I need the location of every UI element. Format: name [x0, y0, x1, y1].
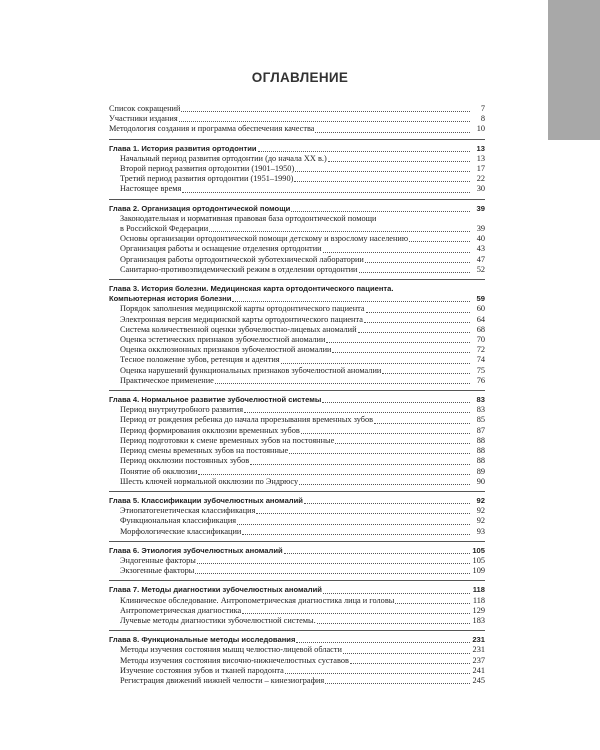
chapter-title: Глава 7. Методы диагностики зубочелюстных аномалий: [109, 585, 322, 595]
page-number: 129: [472, 605, 485, 615]
toc-entry-row[interactable]: [109, 366, 485, 376]
dot-leader: [281, 362, 470, 364]
toc-entry-row[interactable]: [109, 335, 485, 345]
toc-entry-row[interactable]: [109, 304, 485, 314]
toc-entry-title: Законодательная и нормативная правовая база ортодонтической помощи: [120, 213, 377, 223]
dot-leader: [335, 442, 470, 444]
dot-leader: [409, 240, 470, 242]
toc-section: [109, 630, 485, 686]
page-number: 88: [476, 435, 485, 445]
toc-entry-row[interactable]: [109, 516, 485, 526]
dot-leader: [322, 401, 470, 403]
page-number: 88: [476, 456, 485, 466]
toc-entry-title: Понятие об окклюзии: [120, 466, 198, 476]
toc-entry-title: Организация работы ортодонтической зуботехнической лаборатории: [120, 254, 364, 264]
page-number: 39: [476, 203, 485, 213]
dot-leader: [197, 562, 470, 564]
page-number: 93: [476, 526, 485, 536]
dot-leader: [323, 592, 470, 594]
toc-entry-row[interactable]: [109, 184, 485, 194]
toc-chapter-row[interactable]: [109, 585, 485, 595]
dot-leader: [289, 452, 470, 454]
dot-leader: [209, 230, 470, 232]
page-number: 89: [476, 466, 485, 476]
toc-entry-title: Список сокращений: [109, 104, 181, 113]
page-number: 118: [472, 595, 485, 605]
toc-entry-row[interactable]: [109, 506, 485, 516]
chapter-title: Глава 5. Классификации зубочелюстных аномалий: [109, 495, 303, 505]
dot-leader: [359, 271, 470, 273]
toc-entry-row[interactable]: [109, 345, 485, 355]
dot-leader: [215, 382, 470, 384]
toc-entry-row[interactable]: [109, 104, 485, 114]
page-number: 105: [472, 545, 485, 555]
page-number: 231: [472, 645, 485, 655]
toc-entry-title: Участники издания: [109, 114, 178, 124]
dot-leader: [325, 682, 470, 684]
toc-entry-title: Клиническое обследование. Антропометрическая диагностика лица и головы: [120, 595, 395, 605]
dot-leader: [350, 662, 470, 664]
toc-entry-title: Морфологические классификации: [120, 526, 242, 536]
toc-entry-row[interactable]: [109, 415, 485, 425]
toc-entry-title: Порядок заполнения медицинской карты ортодонтического пациента: [120, 304, 365, 314]
dot-leader: [323, 251, 470, 253]
toc-entry-title: Функциональная классификация: [120, 516, 237, 526]
page-number: 75: [476, 365, 485, 375]
toc-entry-title: Период от рождения ребенка до начала прорезывания временных зубов: [120, 415, 374, 425]
dot-leader: [382, 372, 470, 374]
page-title: ОГЛАВЛЕНИЕ: [251, 70, 349, 85]
dot-leader: [285, 672, 470, 674]
chapter-title: Глава 8. Функциональные методы исследования: [109, 635, 296, 645]
toc-entry-row[interactable]: [109, 596, 485, 606]
dot-leader: [242, 533, 470, 535]
page-number: 13: [476, 153, 485, 163]
toc-section: [109, 279, 485, 386]
page-number: 40: [476, 234, 485, 244]
dot-leader: [181, 110, 470, 112]
page-number: 85: [476, 415, 485, 425]
page-number: 87: [476, 425, 485, 435]
toc-entry-row[interactable]: [109, 265, 485, 275]
toc-entry-title: Начальный период развития ортодонтии (до начала XX в.): [120, 153, 327, 163]
toc-entry-row[interactable]: [109, 355, 485, 365]
toc-entry-title: Методология создания и программа обеспечения качества: [109, 124, 315, 134]
page-number: 118: [472, 585, 485, 595]
toc-entry-row[interactable]: [109, 656, 485, 666]
toc-entry-title: Оценка окклюзионных признаков зубочелюстной аномалии: [120, 345, 332, 355]
toc-chapter-row[interactable]: [109, 395, 485, 405]
dot-leader: [326, 341, 470, 343]
toc-entry-row[interactable]: [109, 477, 485, 487]
dot-leader: [317, 622, 470, 624]
toc-section: [109, 139, 485, 195]
dot-leader: [395, 602, 470, 604]
page-number: 13: [476, 143, 485, 153]
toc-chapter-row[interactable]: [109, 294, 485, 304]
toc-entry-title: Изучение состояния зубов и тканей пародонта: [120, 665, 284, 675]
page-number: 59: [476, 294, 485, 304]
toc-section: [109, 100, 485, 135]
page-number: 39: [476, 224, 485, 234]
toc-entry-title: Оценка эстетических признаков зубочелюстной аномалии: [120, 335, 326, 345]
toc-entry-row[interactable]: [109, 676, 485, 686]
page-number: 52: [476, 264, 485, 274]
dot-leader: [304, 502, 470, 504]
page-number: 74: [476, 355, 485, 365]
page-number: 10: [476, 124, 485, 134]
toc-entry-title: Электронная версия медицинской карты ортодонтического пациента: [120, 314, 363, 324]
toc-entry-row[interactable]: [109, 174, 485, 184]
toc-entry-title: Лучевые методы диагностики зубочелюстной системы.: [120, 615, 316, 625]
page-number: 83: [476, 395, 485, 405]
toc-entry-title: Экзогенные факторы: [120, 566, 195, 576]
toc-chapter-row[interactable]: [109, 496, 485, 506]
toc-entry-title: Оценка нарушений функциональных признаков зубочелюстной аномалии: [120, 365, 382, 375]
dot-leader: [179, 120, 470, 122]
page-number: 30: [476, 184, 485, 194]
toc-chapter-row[interactable]: [109, 546, 485, 556]
chapter-title: Глава 4. Нормальное развитие зубочелюстной системы: [109, 395, 322, 405]
toc-entry-row[interactable]: [109, 556, 485, 566]
page-number: 92: [476, 516, 485, 526]
page-number: 60: [476, 304, 485, 314]
toc-entry-row[interactable]: [109, 446, 485, 456]
page-number: 88: [476, 446, 485, 456]
toc-section: [109, 390, 485, 487]
toc-entry-row[interactable]: [109, 234, 485, 244]
page-number: 8: [480, 114, 485, 124]
dot-leader: [364, 321, 470, 323]
page-number: 17: [476, 164, 485, 174]
toc-entry-title: Период окклюзии постоянных зубов: [120, 456, 250, 466]
dot-leader: [244, 411, 470, 413]
toc-entry-title: Основы организации ортодонтической помощи детскому и взрослому населению: [120, 234, 409, 244]
page-number: 83: [476, 405, 485, 415]
toc-entry-row[interactable]: [109, 255, 485, 265]
dot-leader: [358, 331, 470, 333]
chapter-title: Компьютерная история болезни: [109, 294, 232, 304]
toc-entry-row[interactable]: [109, 616, 485, 626]
dot-leader: [295, 170, 470, 172]
dot-leader: [242, 612, 470, 614]
table-of-contents: [109, 100, 485, 686]
page-number: 105: [472, 555, 485, 565]
dot-leader: [291, 210, 470, 212]
toc-entry-title: Период смены временных зубов на постоянные: [120, 446, 289, 456]
chapter-title: Глава 1. История развития ортодонтии: [109, 143, 257, 153]
toc-entry-title: Этиопатогенетическая классификация: [120, 506, 256, 516]
toc-chapter-row[interactable]: [109, 635, 485, 645]
toc-chapter-row[interactable]: [109, 204, 485, 214]
chapter-title: Глава 6. Этиология зубочелюстных аномалий: [109, 545, 283, 555]
toc-entry-title: Методы изучения состояния височно-нижнечелюстных суставов: [120, 655, 349, 665]
page-number: 90: [476, 476, 485, 486]
page-number: 7: [480, 104, 485, 113]
dot-leader: [284, 552, 470, 554]
toc-entry-title: Третий период развития ортодонтии (1951–1990): [120, 174, 294, 184]
dot-leader: [198, 473, 470, 475]
toc-entry-title: Настоящее время: [120, 184, 182, 194]
page-number: 92: [476, 495, 485, 505]
toc-entry-title: Эндогенные факторы: [120, 555, 196, 565]
page-number: 109: [472, 566, 485, 576]
toc-entry-title: Период формирования окклюзии временных зубов: [120, 425, 300, 435]
page-number: 68: [476, 324, 485, 334]
dot-leader: [250, 463, 470, 465]
page-number: 70: [476, 335, 485, 345]
dot-leader: [195, 572, 470, 574]
toc-entry-row[interactable]: [109, 527, 485, 537]
dot-leader: [315, 131, 470, 133]
page-number: 43: [476, 244, 485, 254]
page-number: 72: [476, 345, 485, 355]
toc-entry-row[interactable]: [109, 456, 485, 466]
toc-entry-title: Регистрация движений нижней челюсти – кинезиография: [120, 675, 325, 685]
toc-entry-title: Второй период развития ортодонтии (1901–1950): [120, 164, 295, 174]
toc-entry-row[interactable]: [109, 467, 485, 477]
page-number: 183: [472, 615, 485, 625]
chapter-title: Глава 2. Организация ортодонтической помощи: [109, 203, 291, 213]
toc-entry-title: Санитарно-противоэпидемический режим в отделении ортодонтии: [120, 264, 358, 274]
toc-entry-row[interactable]: [109, 244, 485, 254]
page-number: 22: [476, 174, 485, 184]
toc-section: [109, 541, 485, 577]
toc-entry-row[interactable]: [109, 606, 485, 616]
toc-entry-title: Организация работы и оснащение отделения ортодонтии: [120, 244, 322, 254]
dot-leader: [328, 160, 470, 162]
dot-leader: [182, 191, 470, 193]
toc-entry-row[interactable]: [109, 645, 485, 655]
dot-leader: [256, 512, 470, 514]
toc-entry-title: в Российской Федерации: [120, 224, 209, 234]
dot-leader: [258, 150, 470, 152]
toc-entry-title: Шесть ключей нормальной окклюзии по Эндрюсу: [120, 476, 299, 486]
page-number: 76: [476, 375, 485, 385]
toc-entry-row[interactable]: [109, 566, 485, 576]
dot-leader: [365, 261, 470, 263]
toc-entry-row[interactable]: [109, 154, 485, 164]
dot-leader: [237, 523, 470, 525]
dot-leader: [232, 300, 470, 302]
page-number: 64: [476, 314, 485, 324]
toc-entry-row[interactable]: [109, 666, 485, 676]
toc-entry-row[interactable]: [109, 164, 485, 174]
toc-section: [109, 491, 485, 537]
toc-entry-title: Антропометрическая диагностика: [120, 605, 242, 615]
chapter-title: Глава 3. История болезни. Медицинская карта ортодонтического пациента.: [109, 284, 394, 294]
toc-entry-row[interactable]: [109, 325, 485, 335]
page-number: 92: [476, 506, 485, 516]
dot-leader: [366, 311, 470, 313]
toc-entry-row[interactable]: [109, 124, 485, 134]
dot-leader: [299, 483, 470, 485]
page-number: 231: [472, 635, 485, 645]
toc-entry-title: Система количественной оценки зубочелюстно-лицевых аномалий: [120, 324, 357, 334]
toc-entry-row[interactable]: [109, 405, 485, 415]
page-number: 237: [472, 655, 485, 665]
toc-entry-row[interactable]: [109, 114, 485, 124]
dot-leader: [343, 652, 470, 654]
dot-leader: [301, 432, 470, 434]
toc-entry-title: Практическое применение: [120, 375, 214, 385]
toc-entry-title: Тесное положение зубов, ретенция и адентия: [120, 355, 280, 365]
toc-entry-row[interactable]: [109, 426, 485, 436]
toc-entry-title: Методы изучения состояния мышц челюстно-лицевой области: [120, 645, 342, 655]
toc-entry-row[interactable]: [109, 224, 485, 234]
dot-leader: [374, 422, 470, 424]
toc-section: [109, 199, 485, 275]
toc-entry-title: Период подготовки к смене временных зубов на постоянные: [120, 435, 335, 445]
toc-entry-title: Период внутриутробного развития: [120, 405, 244, 415]
toc-chapter-row[interactable]: [109, 144, 485, 154]
page-number: 241: [472, 665, 485, 675]
toc-entry-row[interactable]: [109, 315, 485, 325]
dot-leader: [332, 351, 470, 353]
dot-leader: [296, 641, 470, 643]
toc-entry-row[interactable]: [109, 376, 485, 386]
page-number: 47: [476, 254, 485, 264]
toc-section: [109, 580, 485, 626]
dot-leader: [294, 180, 470, 182]
page-number: 245: [472, 675, 485, 685]
toc-entry-row[interactable]: [109, 436, 485, 446]
